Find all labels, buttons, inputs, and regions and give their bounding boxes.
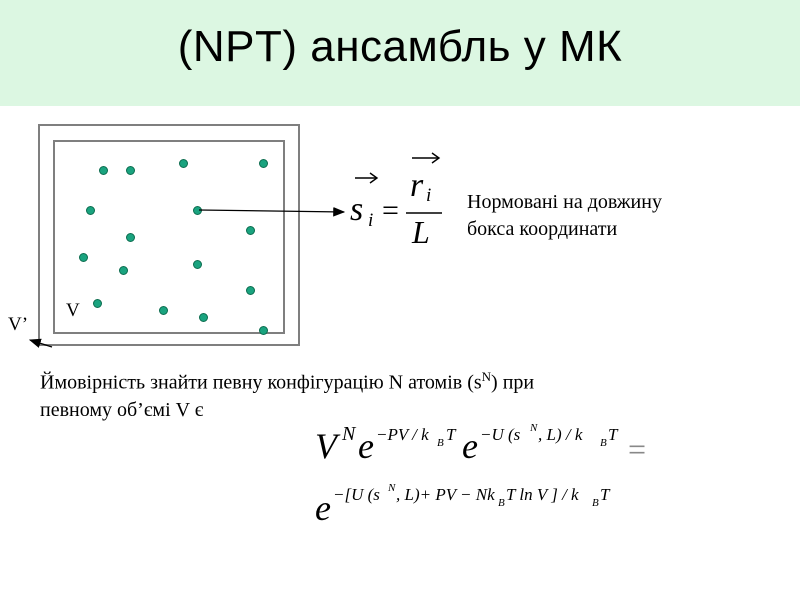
probability-description: [40, 368, 760, 424]
svg-text:T: T: [446, 425, 456, 444]
svg-text:−U (s: −U (s: [480, 425, 521, 444]
outer-label-arrow: [30, 340, 52, 347]
probability-formula-line2: [315, 482, 611, 528]
inner-volume-label: V: [66, 300, 80, 321]
svg-text:V: V: [315, 426, 337, 466]
vector-arrow-s: [355, 173, 377, 183]
svg-text:N: N: [388, 482, 396, 494]
pointer-arrow: [199, 210, 344, 212]
svg-text:, L)+ PV − Nk: , L)+ PV − Nk: [396, 485, 495, 504]
formula-L: L: [412, 214, 430, 250]
formula-s: s: [350, 191, 364, 228]
svg-text:−[U (s: −[U (s: [333, 485, 380, 504]
svg-text:, L) / k: , L) / k: [538, 425, 583, 444]
para-line-1-tail: ) при: [491, 371, 535, 394]
svg-text:T: T: [600, 485, 610, 504]
svg-text:e: e: [315, 488, 331, 528]
svg-text:e: e: [358, 426, 374, 466]
svg-text:N: N: [342, 423, 356, 445]
normalized-coordinates-note: [467, 189, 767, 242]
probability-formula-line1: [315, 422, 646, 467]
page-title: (NPT) ансамбль у МК: [177, 22, 623, 71]
svg-text:B: B: [600, 437, 607, 449]
vector-arrow-r: [412, 153, 439, 163]
svg-text:T ln V ] / k: T ln V ] / k: [506, 485, 579, 504]
svg-text:−PV / k: −PV / k: [376, 425, 429, 444]
svg-text:N: N: [530, 422, 538, 434]
svg-text:T: T: [608, 425, 618, 444]
formula-equals: =: [382, 194, 399, 227]
formula-r-sub: i: [426, 185, 432, 206]
para-line-1: [40, 368, 760, 397]
para-line-1-text: Ймовірність знайти певну конфігурацію N атомів (s: [40, 371, 482, 394]
svg-text:e: e: [462, 426, 478, 466]
note-line-1: Нормовані на довжину: [467, 191, 662, 213]
svg-text:B: B: [592, 497, 599, 509]
para-line-2: певному об’ємі V є: [40, 398, 204, 421]
svg-text:B: B: [437, 437, 444, 449]
outer-volume-label: V’: [8, 314, 29, 335]
formula-s-sub: i: [368, 210, 374, 231]
note-line-2: бокса координати: [467, 217, 618, 240]
svg-text:=: =: [628, 431, 647, 467]
formula-r: r: [410, 167, 424, 204]
svg-text:B: B: [498, 497, 505, 509]
para-sup-N: N: [481, 369, 492, 384]
